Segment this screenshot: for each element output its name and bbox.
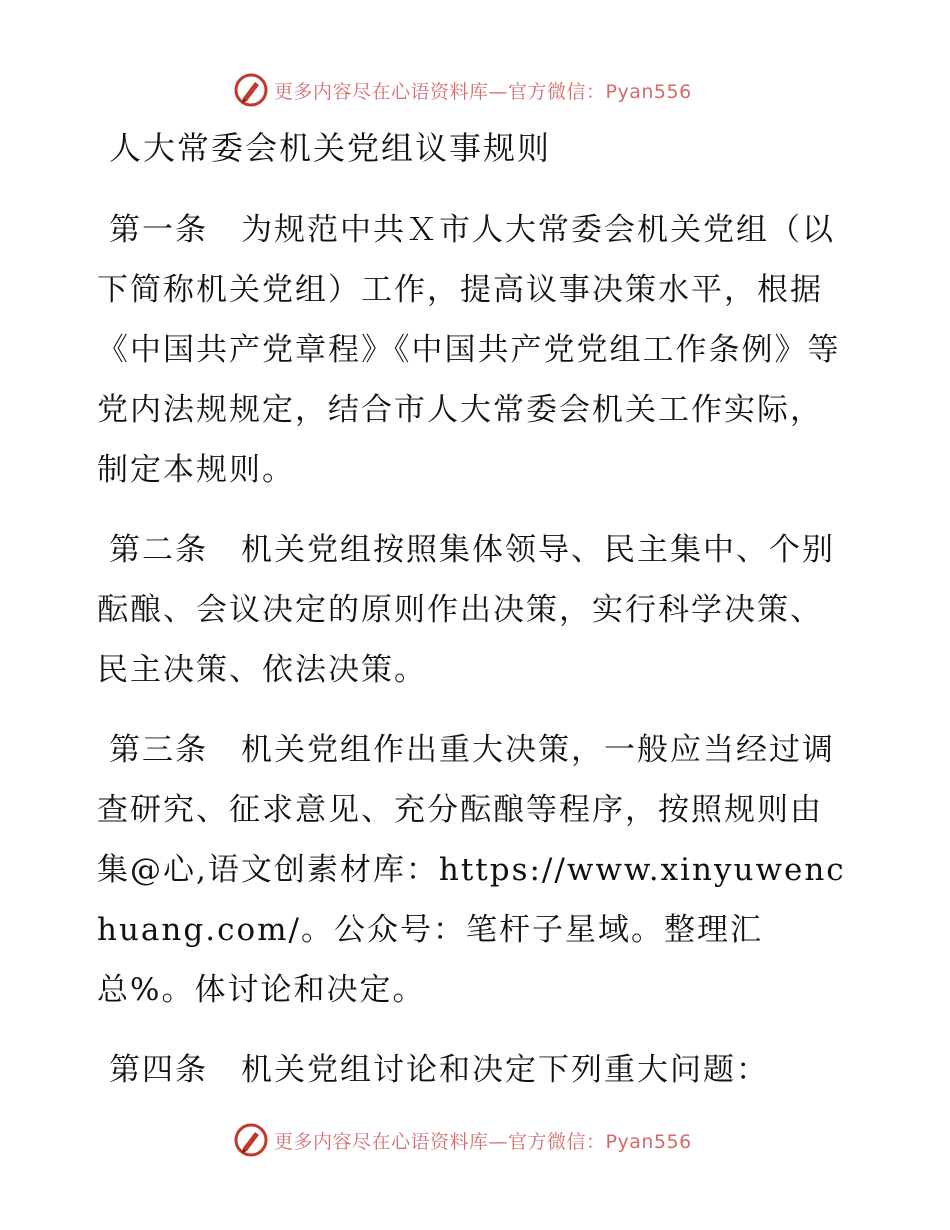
document-body (97, 122, 852, 1100)
watermark-wechat-id: Pyan556 (605, 1130, 692, 1153)
pen-logo-icon (234, 1123, 268, 1157)
watermark-footer (234, 1120, 692, 1160)
watermark-header (234, 70, 692, 110)
article-4: 第四条 机关党组讨论和决定下列重大问题： (109, 1052, 769, 1088)
document-title: 人大常委会机关党组议事规则 (109, 129, 552, 167)
watermark-text: 更多内容尽在心语资料库—官方微信：Pyan556 (274, 1130, 692, 1153)
article-2: 第二条 机关党组按照集体领导、民主集中、个别酝酿、会议决定的原则作出决策，实行科学决策、民主决策、依法决策。 (97, 532, 835, 688)
pen-logo-icon (234, 73, 268, 107)
article-1: 第一条 为规范中共Ｘ市人大常委会机关党组（以下简称机关党组）工作，提高议事决策水平，根据《中国共产党章程》《中国共产党党组工作条例》等党内法规规定，结合市人大常委会机关工作实际，制定本规则。 (97, 212, 841, 488)
article-3: 第三条 机关党组作出重大决策，一般应当经过调查研究、征求意见、充分酝酿等程序，按照规则由集@心,语文创素材库：https://www.xinyuwenchuang.com/。公众号：笔杆子星域。整理汇总%。体讨论和决定。 (97, 732, 846, 1008)
watermark-wechat-id: Pyan556 (605, 80, 692, 103)
watermark-text: 更多内容尽在心语资料库—官方微信：Pyan556 (274, 80, 692, 103)
